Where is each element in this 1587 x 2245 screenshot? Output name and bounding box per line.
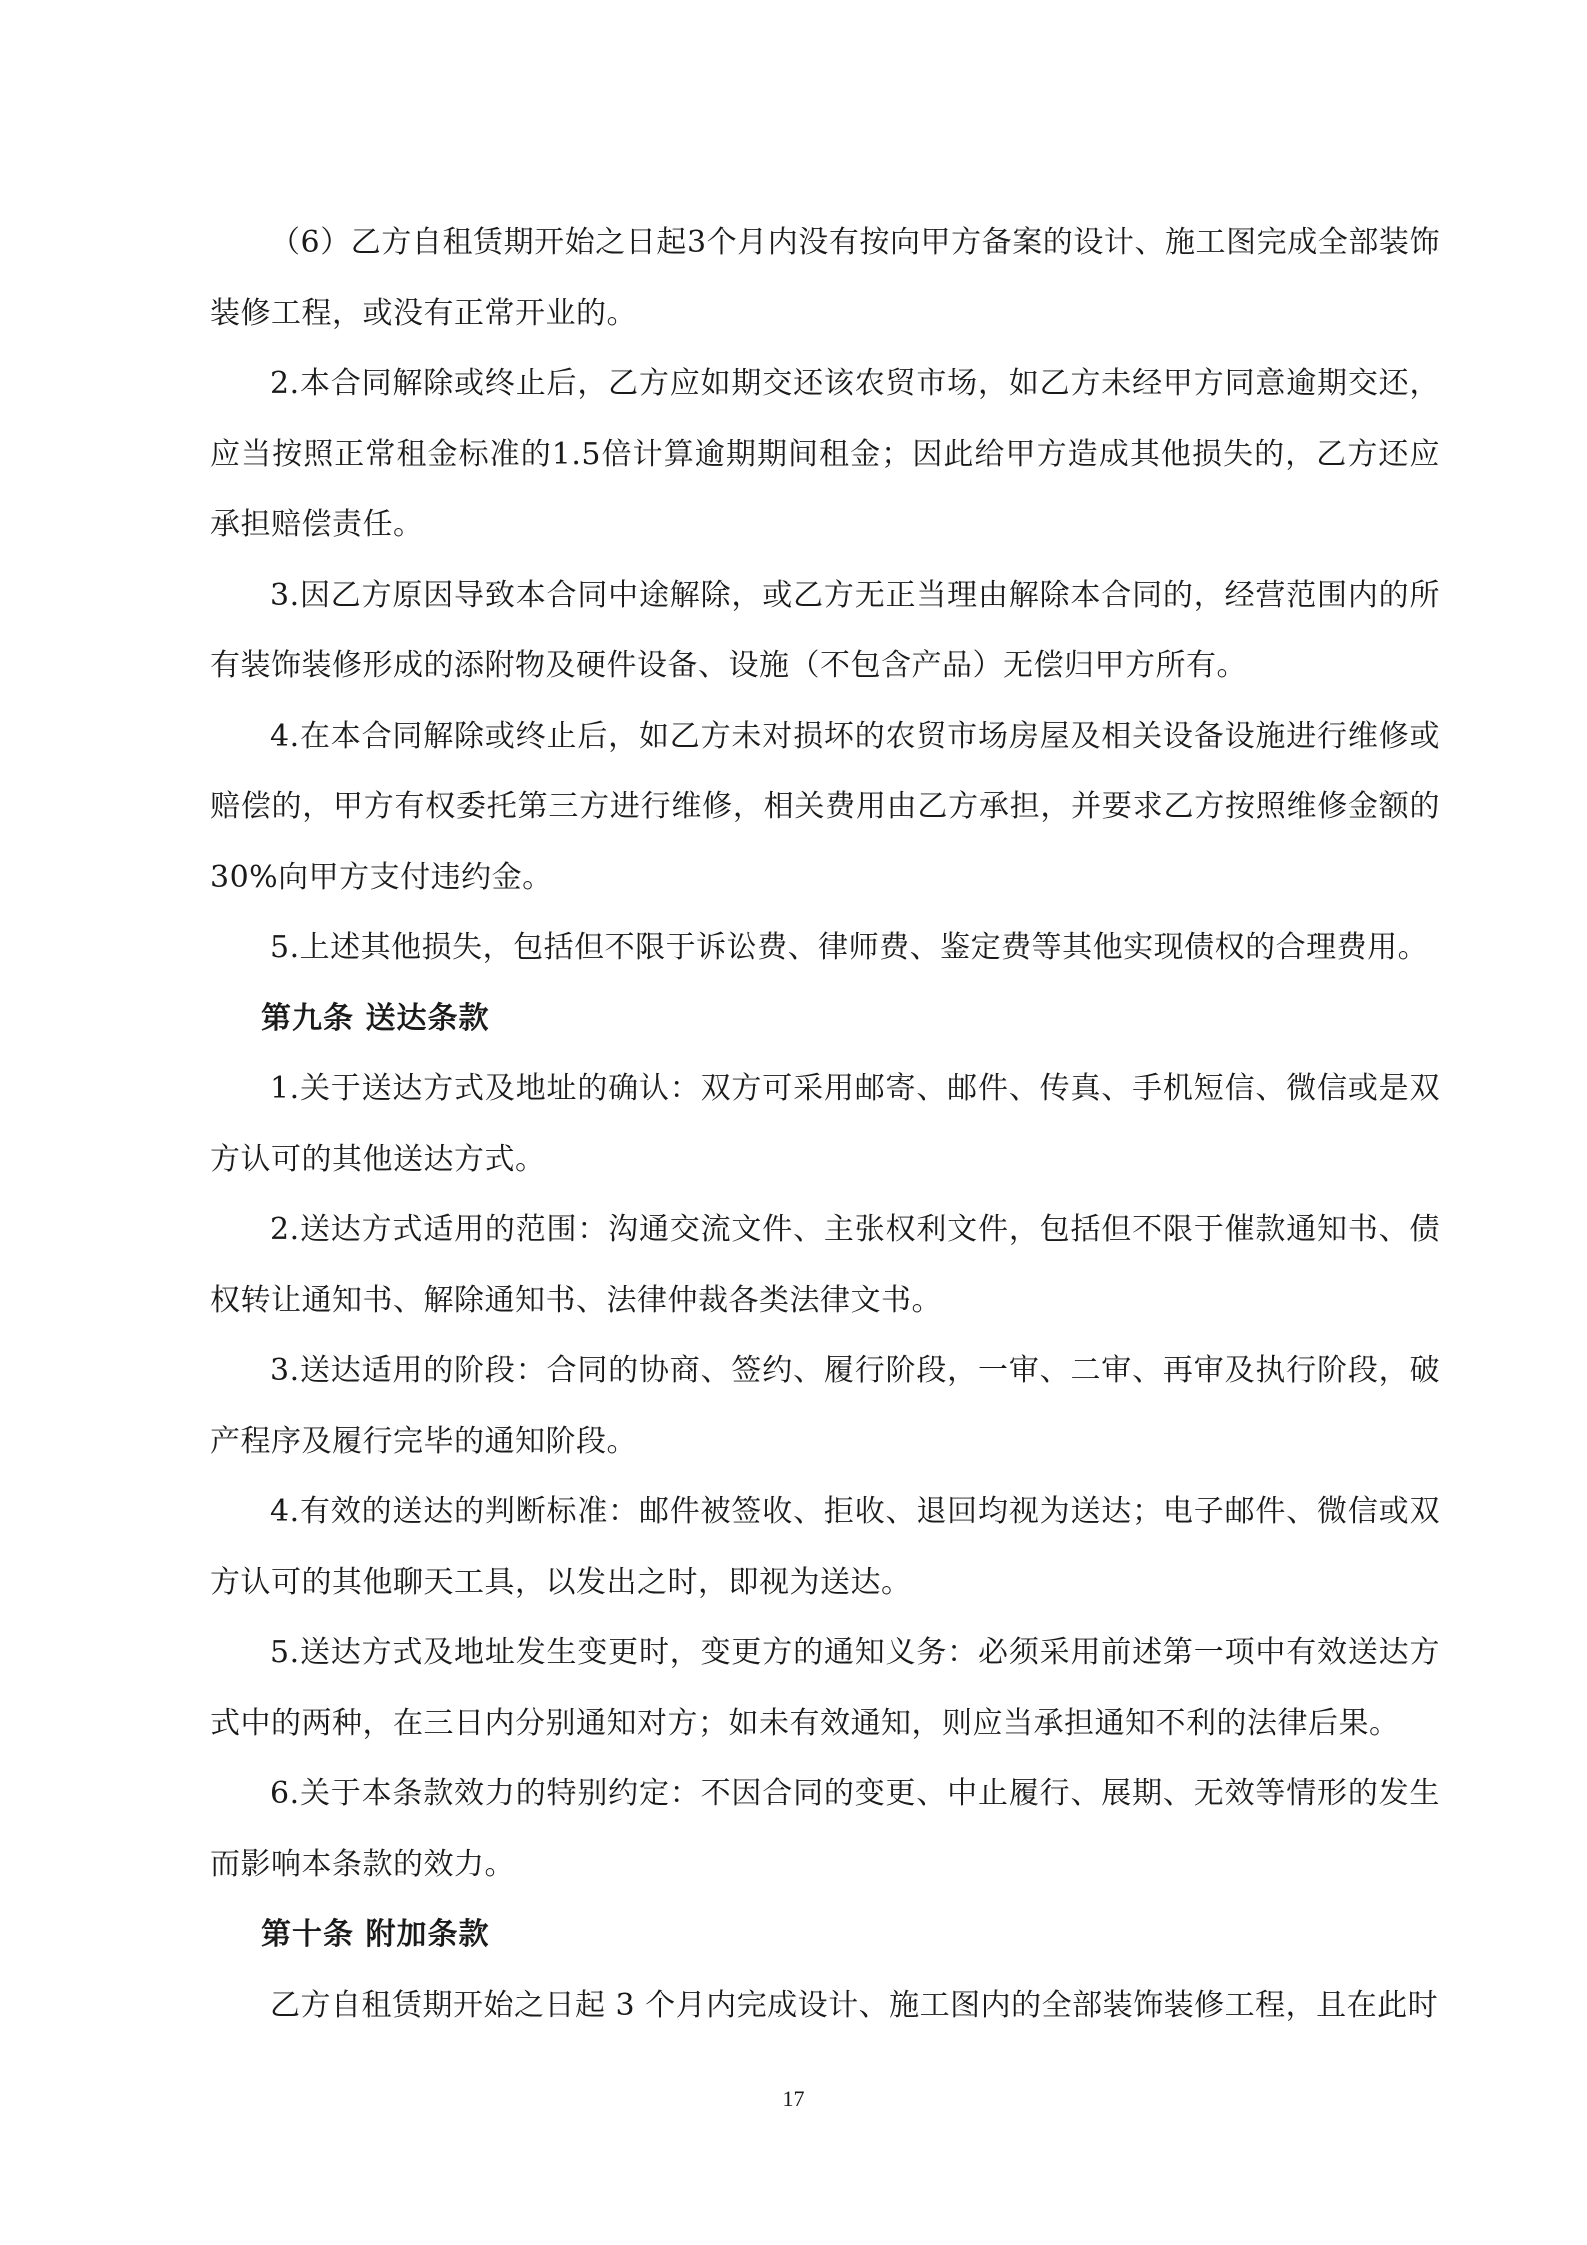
document-body <box>210 208 1440 2041</box>
paragraph-delivery-stage: 3.送达适用的阶段：合同的协商、签约、履行阶段，一审、二审、再审及执行阶段，破产程序及履行完毕的通知阶段。 <box>210 1353 1440 1459</box>
paragraph-6-decoration-deadline: （6）乙方自租赁期开始之日起3个月内没有按向甲方备案的设计、施工图完成全部装饰装修工程，或没有正常开业的。 <box>210 225 1440 331</box>
paragraph-2-overdue-return: 2.本合同解除或终止后，乙方应如期交还该农贸市场，如乙方未经甲方同意逾期交还，应当按照正常租金标准的1.5倍计算逾期期间租金；因此给甲方造成其他损失的，乙方还应承担赔偿责任。 <box>210 366 1440 542</box>
paragraph-5-other-losses: 5.上述其他损失，包括但不限于诉讼费、律师费、鉴定费等其他实现债权的合理费用。 <box>270 930 1429 965</box>
paragraph-delivery-scope: 2.送达方式适用的范围：沟通交流文件、主张权利文件，包括但不限于催款通知书、债权转让通知书、解除通知书、法律仲裁各类法律文书。 <box>210 1212 1440 1318</box>
paragraph-4-repair-compensation: 4.在本合同解除或终止后，如乙方未对损坏的农贸市场房屋及相关设备设施进行维修或赔偿的，甲方有权委托第三方进行维修，相关费用由乙方承担，并要求乙方按照维修金额的30%向甲方支付违约金。 <box>210 718 1440 895</box>
paragraph-delivery-method: 1.关于送达方式及地址的确认：双方可采用邮寄、邮件、传真、手机短信、微信或是双方认可的其他送达方式。 <box>210 1071 1440 1177</box>
section-heading-article-9: 第九条 送达条款 <box>261 1000 490 1036</box>
page-number: 17 <box>782 2086 805 2111</box>
paragraph-delivery-criteria: 4.有效的送达的判断标准：邮件被签收、拒收、退回均视为送达；电子邮件、微信或双方认可的其他聊天工具，以发出之时，即视为送达。 <box>210 1494 1440 1600</box>
section-heading-article-10: 第十条 附加条款 <box>261 1917 490 1952</box>
paragraph-delivery-change: 5.送达方式及地址发生变更时，变更方的通知义务：必须采用前述第一项中有效送达方式中的两种，在三日内分别通知对方；如未有效通知，则应当承担通知不利的法律后果。 <box>210 1635 1440 1741</box>
paragraph-additional-clause: 乙方自租赁期开始之日起 3 个月内完成设计、施工图内的全部装饰装修工程，且在此时 <box>270 1987 1439 2023</box>
paragraph-delivery-validity: 6.关于本条款效力的特别约定：不因合同的变更、中止履行、展期、无效等情形的发生而影响本条款的效力。 <box>210 1776 1440 1882</box>
paragraph-3-early-termination: 3.因乙方原因导致本合同中途解除，或乙方无正当理由解除本合同的，经营范围内的所有装饰装修形成的添附物及硬件设备、设施（不包含产品）无偿归甲方所有。 <box>210 577 1440 683</box>
